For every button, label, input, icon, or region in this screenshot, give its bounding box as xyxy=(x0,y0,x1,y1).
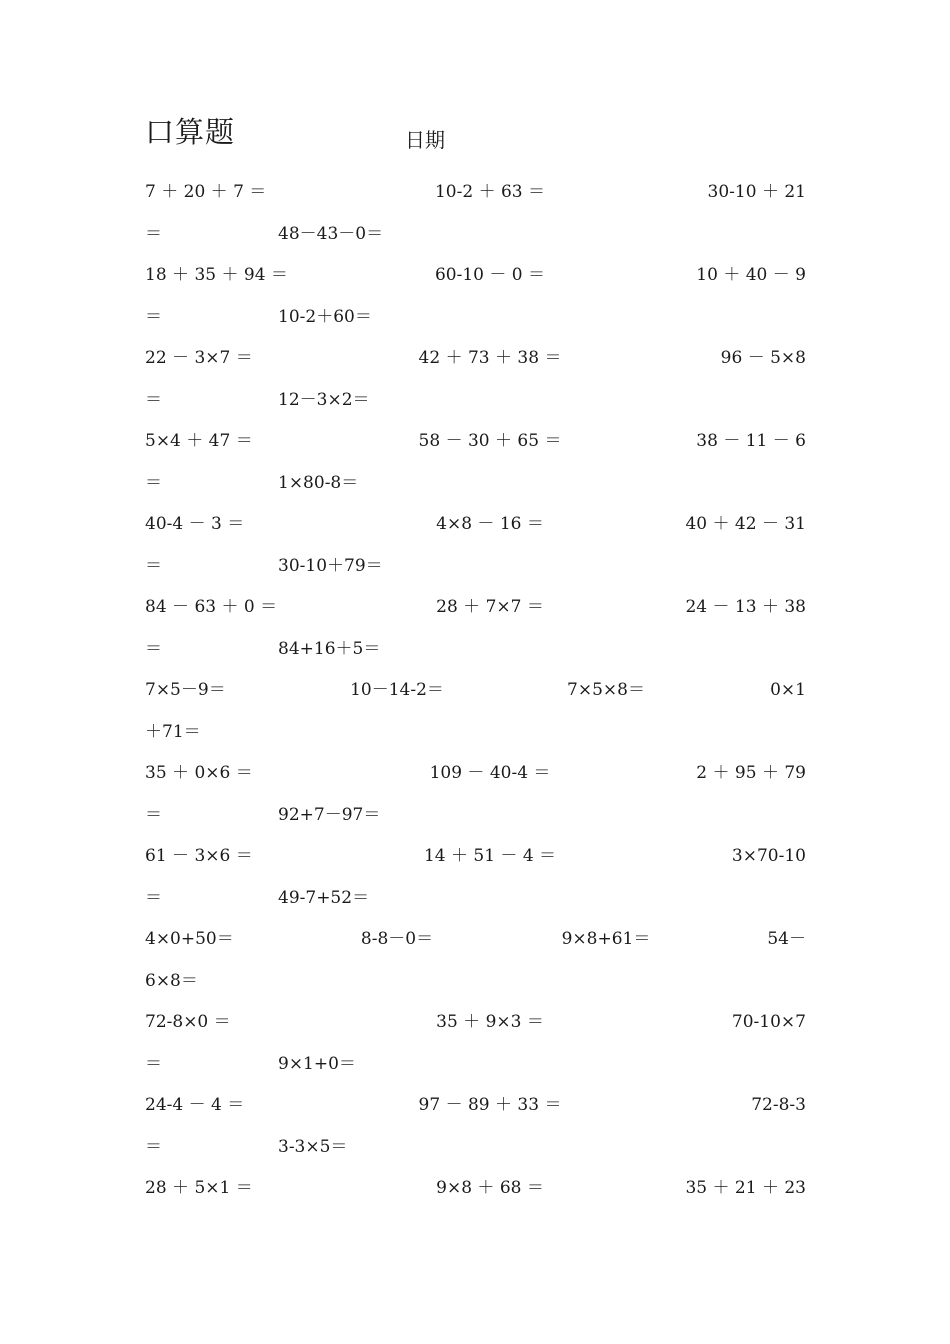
equation-line xyxy=(0,260,950,290)
equation-line xyxy=(0,1173,950,1203)
equation-text: 7 ＋ 20 ＋ 7 ＝ xyxy=(145,182,267,202)
equation-text: ＝ xyxy=(145,223,162,244)
equation-text: 4×8 － 16 ＝ xyxy=(436,514,544,534)
equation-line xyxy=(0,1090,950,1120)
equation-text: 4×0+50＝ xyxy=(145,929,234,949)
date-label: 日期 xyxy=(405,128,445,152)
equation-text: 24 － 13 ＋ 38 xyxy=(685,597,806,617)
equation-line xyxy=(0,883,950,913)
equation-text: ＝ xyxy=(145,804,162,825)
equation-text: 22 － 3×7 ＝ xyxy=(145,348,253,368)
equation-text: ＝ xyxy=(145,389,162,410)
equation-text: 84 － 63 ＋ 0 ＝ xyxy=(145,597,278,617)
equation-text: 28 ＋ 7×7 ＝ xyxy=(436,597,544,617)
equation-text: 58 － 30 ＋ 65 ＝ xyxy=(418,431,562,451)
equation-text: 42 ＋ 73 ＋ 38 ＝ xyxy=(418,348,562,368)
equation-text: 14 ＋ 51 － 4 ＝ xyxy=(423,846,557,866)
equation-line xyxy=(0,758,950,788)
equation-text: 3-3×5＝ xyxy=(278,1136,348,1157)
equation-text: 9×1+0＝ xyxy=(278,1053,356,1074)
equation-text: ＝ xyxy=(145,555,162,576)
equation-line xyxy=(0,800,950,830)
equation-line xyxy=(0,177,950,207)
equation-text: 70-10×7 xyxy=(731,1012,806,1032)
equation-text: ＝ xyxy=(145,638,162,659)
equation-text: 10－14-2＝ xyxy=(350,680,444,700)
equation-text: ＝ xyxy=(145,1136,162,1157)
equation-text: 3×70-10 xyxy=(731,846,806,866)
equation-text: 9×8 ＋ 68 ＝ xyxy=(436,1178,544,1198)
equation-line xyxy=(0,592,950,622)
equation-line xyxy=(0,551,950,581)
equation-text: 109 － 40-4 ＝ xyxy=(429,763,551,783)
equation-text: 60-10 － 0 ＝ xyxy=(434,265,546,285)
page-title: 口算题 xyxy=(145,115,236,149)
equation-line xyxy=(0,302,950,332)
equation-line xyxy=(0,219,950,249)
equation-text: 2 ＋ 95 ＋ 79 xyxy=(696,763,806,783)
equation-text: ＝ xyxy=(145,887,162,908)
equation-line xyxy=(0,468,950,498)
equation-text: 1×80-8＝ xyxy=(278,472,359,493)
equation-text: 10-2＋60＝ xyxy=(278,306,372,327)
equation-text: 72-8-3 xyxy=(751,1095,806,1115)
equation-text: 54－ xyxy=(767,929,806,949)
equation-text: 35 ＋ 21 ＋ 23 xyxy=(685,1178,806,1198)
equation-line xyxy=(0,634,950,664)
equation-line xyxy=(0,841,950,871)
equation-line xyxy=(0,717,950,747)
equation-text: 10-2 ＋ 63 ＝ xyxy=(434,182,546,202)
equation-text: 7×5×8＝ xyxy=(567,680,645,700)
equation-line xyxy=(0,509,950,539)
equation-text: 30-10 ＋ 21 xyxy=(707,182,806,202)
equation-text: ＝ xyxy=(145,472,162,493)
equation-text: ＋71＝ xyxy=(145,721,201,742)
equation-text: 12－3×2＝ xyxy=(278,389,370,410)
equation-text: 10 ＋ 40 － 9 xyxy=(696,265,806,285)
equation-text: 8-8－0＝ xyxy=(360,929,434,949)
equation-text: 40-4 － 3 ＝ xyxy=(145,514,245,534)
equation-text: 48－43－0＝ xyxy=(278,223,384,244)
equation-text: 0×1 xyxy=(770,680,806,700)
equation-text: 9×8+61＝ xyxy=(561,929,651,949)
equation-text: 6×8＝ xyxy=(145,970,198,991)
equation-text: 40 ＋ 42 － 31 xyxy=(685,514,806,534)
equation-line xyxy=(0,1049,950,1079)
equation-line xyxy=(0,426,950,456)
equation-line xyxy=(0,385,950,415)
equation-text: 7×5－9＝ xyxy=(145,680,226,700)
equation-line xyxy=(0,1007,950,1037)
equation-text: 96 － 5×8 xyxy=(720,348,806,368)
equation-text: 72-8×0 ＝ xyxy=(145,1012,231,1032)
equation-text: 38 － 11 － 6 xyxy=(696,431,806,451)
equation-text: 35 ＋ 0×6 ＝ xyxy=(145,763,253,783)
equation-text: 18 ＋ 35 ＋ 94 ＝ xyxy=(145,265,288,285)
equation-text: 49-7+52＝ xyxy=(278,887,370,908)
equation-line xyxy=(0,924,950,954)
equation-line xyxy=(0,966,950,996)
equation-text: 30-10＋79＝ xyxy=(278,555,383,576)
equation-text: 24-4 － 4 ＝ xyxy=(145,1095,245,1115)
equation-line xyxy=(0,343,950,373)
equation-text: ＝ xyxy=(145,1053,162,1074)
equation-text: 28 ＋ 5×1 ＝ xyxy=(145,1178,253,1198)
equation-line xyxy=(0,675,950,705)
equation-line xyxy=(0,1132,950,1162)
equation-text: 35 ＋ 9×3 ＝ xyxy=(436,1012,544,1032)
equation-text: 92+7－97＝ xyxy=(278,804,381,825)
equation-text: ＝ xyxy=(145,306,162,327)
equation-text: 84+16＋5＝ xyxy=(278,638,381,659)
equation-text: 5×4 ＋ 47 ＝ xyxy=(145,431,253,451)
equation-text: 61 － 3×6 ＝ xyxy=(145,846,253,866)
equation-text: 97 － 89 ＋ 33 ＝ xyxy=(418,1095,562,1115)
